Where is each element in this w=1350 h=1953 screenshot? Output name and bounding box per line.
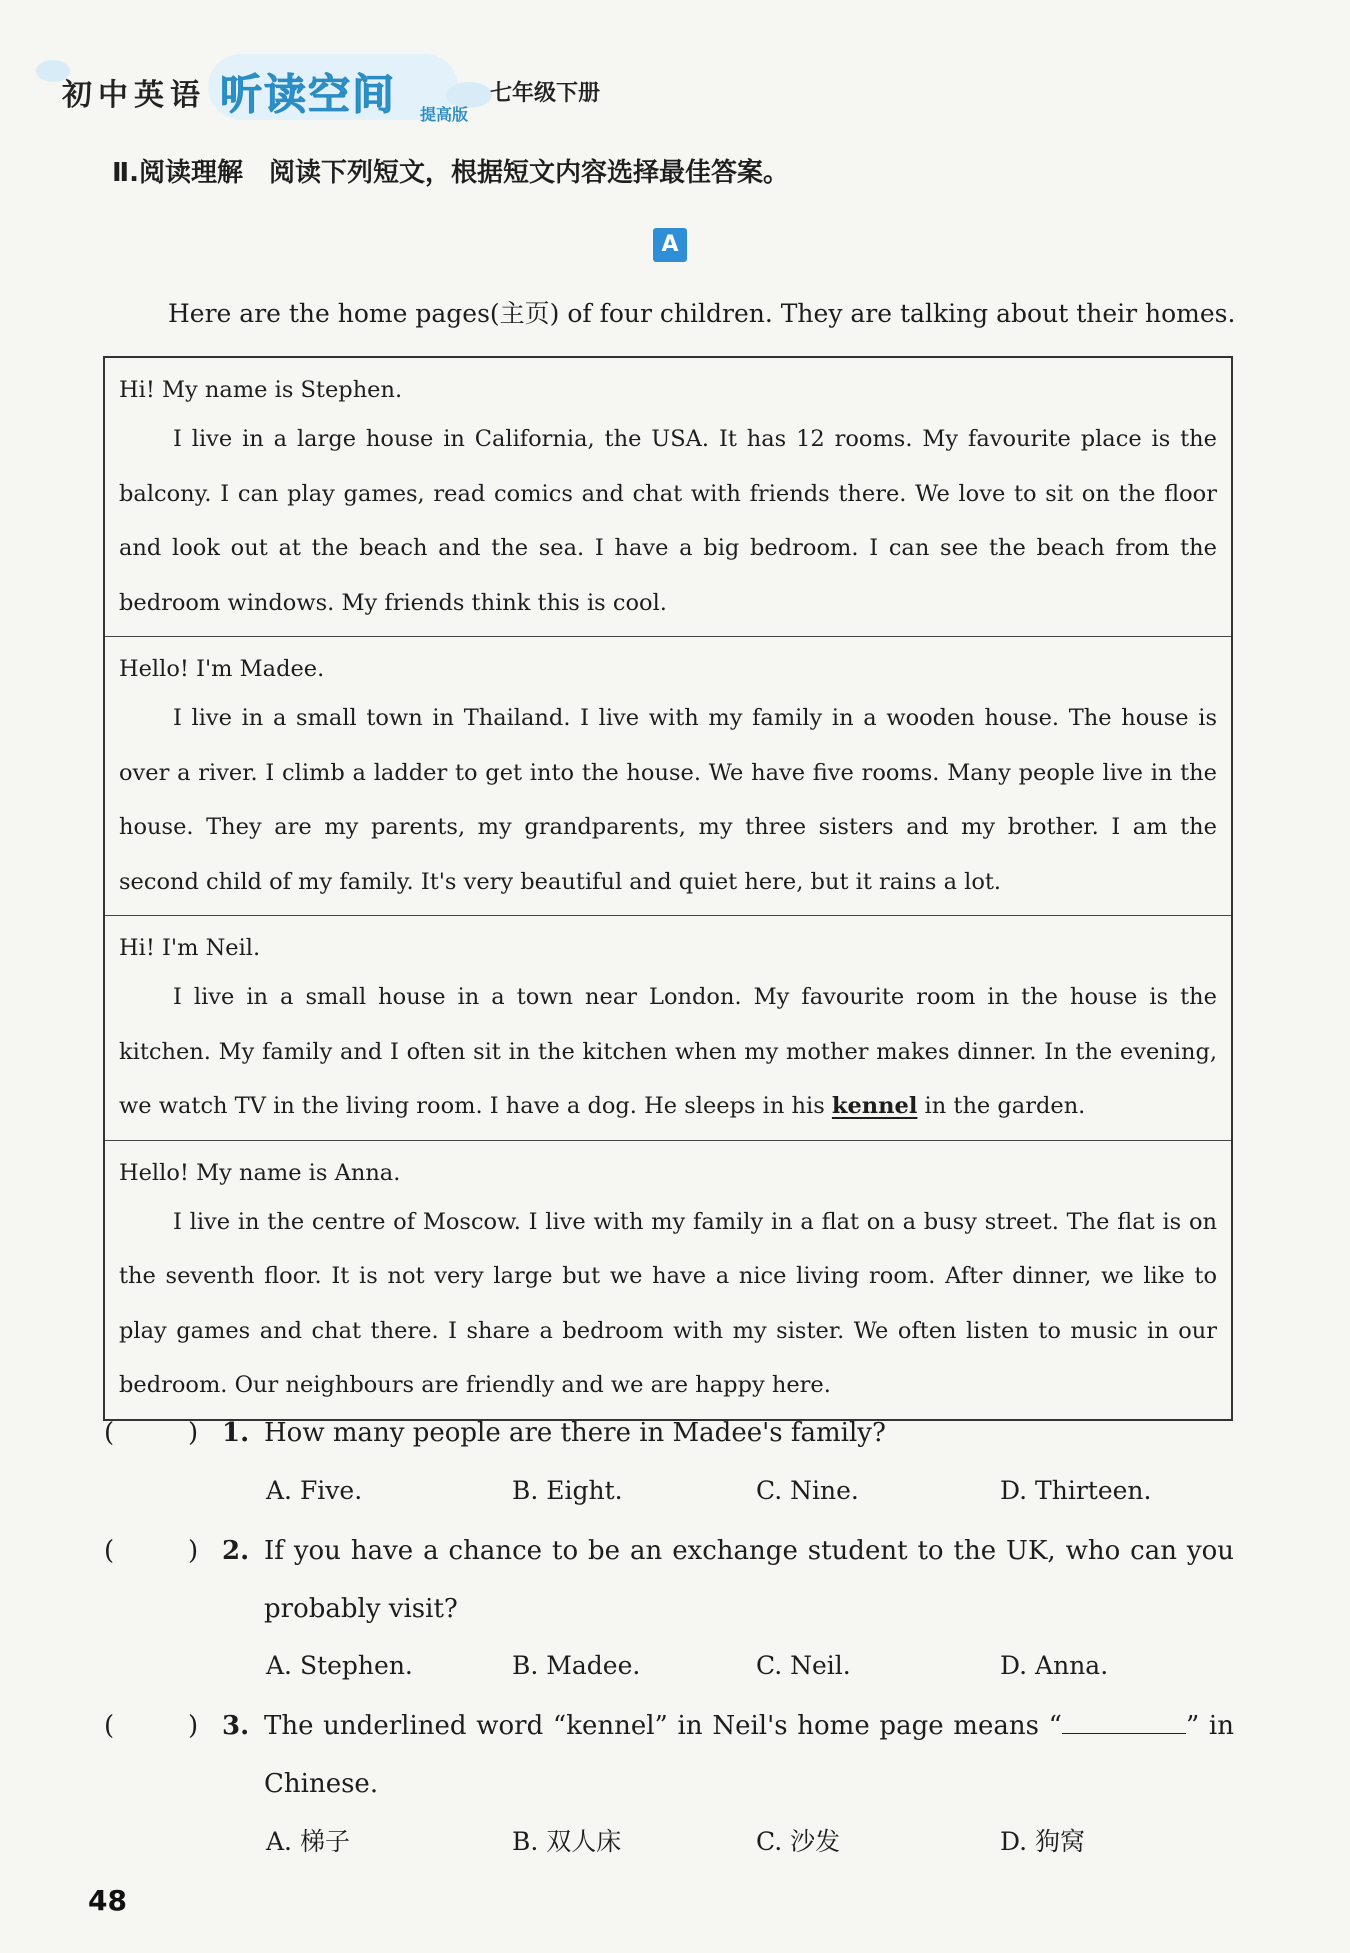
question-number: 3. — [222, 1711, 250, 1741]
option-a[interactable]: A. Stephen. — [266, 1651, 413, 1680]
greeting: Hello! I'm Madee. — [119, 656, 325, 682]
body-text: I live in a small house in a town near London. My favourite room in the house is the kitchen. My family and I often sit in the kitchen when my mother makes dinner. In the evening, we watch TV in the living room. I have a dog. He sleeps in his — [119, 984, 1217, 1119]
option-d[interactable]: D. Thirteen. — [1000, 1476, 1152, 1505]
option-b[interactable]: B. Madee. — [512, 1651, 641, 1680]
section-instruction: 阅读下列短文，根据短文内容选择最佳答案。 — [269, 158, 790, 188]
greeting: Hello! My name is Anna. — [119, 1159, 401, 1186]
logo-text: 听读空间 — [220, 70, 397, 119]
option-b[interactable]: B. 双人床 — [512, 1827, 622, 1856]
greeting: Hi! My name is Stephen. — [119, 377, 403, 403]
fill-blank[interactable] — [1062, 1711, 1186, 1734]
body-text: in the garden. — [917, 1093, 1086, 1119]
home-page-stephen — [105, 358, 1231, 636]
home-page-neil — [105, 915, 1231, 1140]
page-header — [28, 52, 728, 132]
paren-right: ) — [188, 1418, 199, 1448]
series-title: 初中英语 — [62, 78, 206, 113]
option-a[interactable]: A. Five. — [266, 1476, 363, 1505]
home-page-anna — [105, 1140, 1231, 1419]
grade-label: 七年级下册 — [490, 81, 601, 106]
option-d[interactable]: D. Anna. — [1000, 1651, 1109, 1680]
section-name: 阅读理解 — [139, 158, 244, 188]
question-text: If you have a chance to be an exchange student to the UK, who can you probably visit? — [264, 1536, 1234, 1624]
home-page-madee — [105, 636, 1231, 915]
home-pages-table — [103, 356, 1233, 1421]
option-a[interactable]: A. 梯子 — [266, 1827, 350, 1856]
question-number: 2. — [222, 1536, 250, 1566]
question-text-part: ” in Chinese. — [264, 1711, 1234, 1799]
home-page-body — [119, 970, 1217, 1134]
question-text-part: The underlined word “kennel” in Neil's home page means “ — [264, 1711, 1062, 1741]
answer-blank[interactable] — [104, 1536, 199, 1566]
option-c[interactable]: C. Nine. — [756, 1476, 859, 1505]
section-number: Ⅱ. — [112, 158, 140, 188]
edition-label: 提高版 — [420, 105, 469, 124]
question-text: How many people are there in Madee's family? — [264, 1418, 886, 1448]
answer-blank[interactable] — [104, 1418, 199, 1448]
question-text — [264, 1697, 1234, 1813]
home-page-body: I live in a small town in Thailand. I live with my family in a wooden house. The house is over a river. I climb a ladder to get into the house. We have five rooms. Many people live in the house. They are my parents, my grandparents, my three sisters and my brother. I am the second child of my family. It's very beautiful and quiet here, but it rains a lot. — [119, 705, 1217, 895]
answer-blank[interactable] — [104, 1711, 199, 1741]
paren-right: ) — [188, 1536, 199, 1566]
option-c[interactable]: C. Neil. — [756, 1651, 851, 1680]
paren-left: ( — [104, 1536, 115, 1566]
home-page-body: I live in a large house in California, the USA. It has 12 rooms. My favourite place is the balcony. I can play games, read comics and chat with friends there. We love to sit on the floor and look out at the beach and the sea. I have a big bedroom. I can see the beach from the bedroom windows. My friends think this is cool. — [119, 426, 1217, 616]
paren-left: ( — [104, 1418, 115, 1448]
passage-intro: Here are the home pages(主页) of four children. They are talking about their homes. — [168, 299, 1236, 328]
home-page-body: I live in the centre of Moscow. I live with my family in a flat on a busy street. The flat is on the seventh floor. It is not very large but we have a nice living room. After dinner, we like to play games and chat there. I share a bedroom with my sister. We often listen to music in our bedroom. Our neighbours are friendly and we are happy here. — [119, 1208, 1217, 1398]
passage-badge: A — [653, 228, 687, 262]
question-number: 1. — [222, 1418, 250, 1448]
option-c[interactable]: C. 沙发 — [756, 1827, 841, 1856]
underlined-word: kennel — [831, 1093, 918, 1119]
section-title — [112, 152, 789, 189]
paren-right: ) — [188, 1711, 199, 1741]
greeting: Hi! I'm Neil. — [119, 935, 261, 961]
option-d[interactable]: D. 狗窝 — [1000, 1827, 1086, 1856]
paren-left: ( — [104, 1711, 115, 1741]
option-b[interactable]: B. Eight. — [512, 1476, 623, 1505]
page-number: 48 — [88, 1884, 127, 1917]
